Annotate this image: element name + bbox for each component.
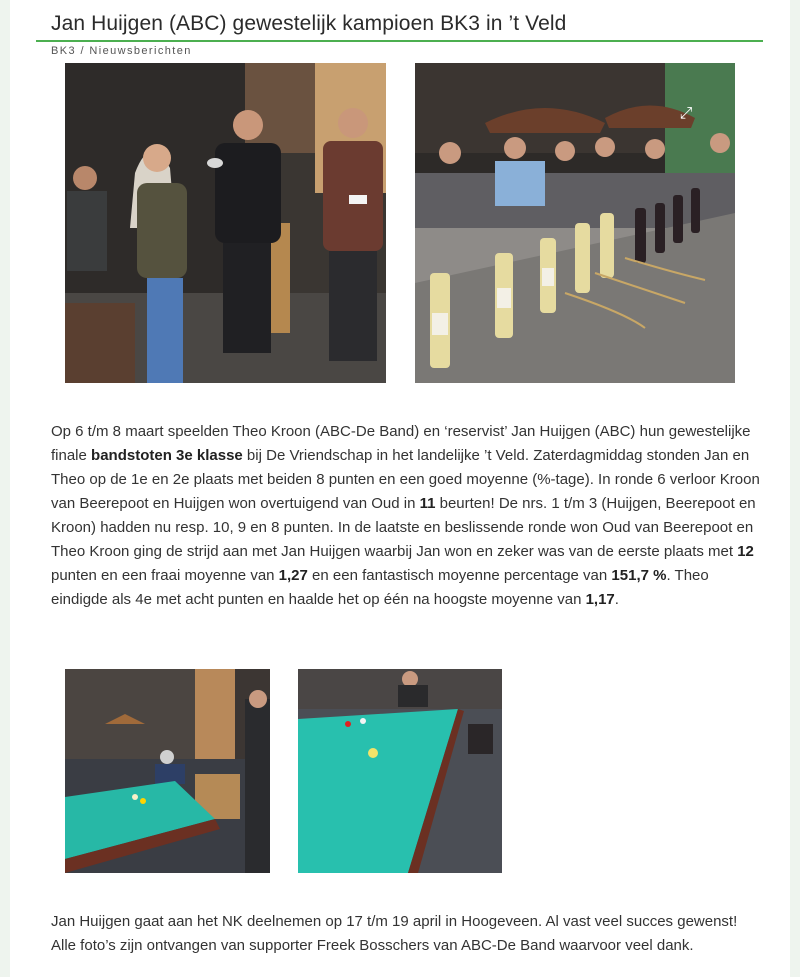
photo-trophy-presentation[interactable] <box>65 63 386 383</box>
title-divider <box>36 40 763 42</box>
text-run: beurten! De nrs. 1 t/m 3 (Huijgen, Beerepoot en Kroon) hadden nu resp. 10, 9 en 8 punten. In de laatste en beslissende ronde won Oud van Beerepoot en Theo Kroon ging de strijd aan met Jan Huijgen waarbij Jan won en zeker was van de eerste plaats met <box>51 495 756 560</box>
photo-prize-table[interactable] <box>415 63 735 383</box>
photo-billiard-shot-2[interactable] <box>298 669 502 873</box>
photo-billiard-shot-1[interactable] <box>65 669 270 873</box>
highlight-turns: 11 <box>419 495 436 512</box>
highlight-points: 12 <box>737 543 754 560</box>
text-run: . <box>614 591 619 608</box>
highlight-moyenne-theo: 1,17 <box>585 591 615 608</box>
text-run: punten en een fraai moyenne van <box>51 567 279 584</box>
page-title: Jan Huijgen (ABC) gewestelijk kampioen BK3 in ’t Veld <box>51 12 567 35</box>
text-run: en een fantastisch moyenne percentage van <box>307 567 612 584</box>
breadcrumb <box>51 45 192 57</box>
article-paragraph-closing <box>51 910 763 958</box>
highlight-discipline: bandstoten 3e klasse <box>91 447 243 464</box>
text-run: bij De Vriendschap in het landelijke ’t Veld. Zaterdagmiddag stonden Jan en Theo op de 1e en 2e plaats met beiden 8 punten en een goed moyenne (%-tage). In ronde 6 verloor Kroon van Beerepoot en Huijgen won overtuigend van Oud in <box>51 447 760 512</box>
article-paragraph-main <box>51 420 763 612</box>
highlight-percentage: 151,7 % <box>611 567 667 584</box>
closing-line-2: Alle foto’s zijn ontvangen van supporter Freek Bosschers van ABC-De Band waarvoor veel dank. <box>51 937 694 954</box>
highlight-moyenne: 1,27 <box>278 567 308 584</box>
text-run: . Theo eindigde als 4e met acht punten en haalde het op één na hoogste moyenne van <box>51 567 709 608</box>
closing-line-1: Jan Huijgen gaat aan het NK deelnemen op 17 t/m 19 april in Hoogeveen. Al vast veel succes gewenst! <box>51 913 738 930</box>
breadcrumb-section-link[interactable]: BK3 <box>51 45 76 57</box>
text-run: Op 6 t/m 8 maart speelden Theo Kroon (ABC-De Band) en ‘reservist’ Jan Huijgen (ABC) hun gewestelijke finale <box>51 423 751 464</box>
article-page <box>10 0 790 977</box>
breadcrumb-page-link[interactable]: Nieuwsberichten <box>89 45 192 57</box>
breadcrumb-separator: / <box>80 45 85 57</box>
expand-icon[interactable]: ⤢ <box>679 105 693 122</box>
